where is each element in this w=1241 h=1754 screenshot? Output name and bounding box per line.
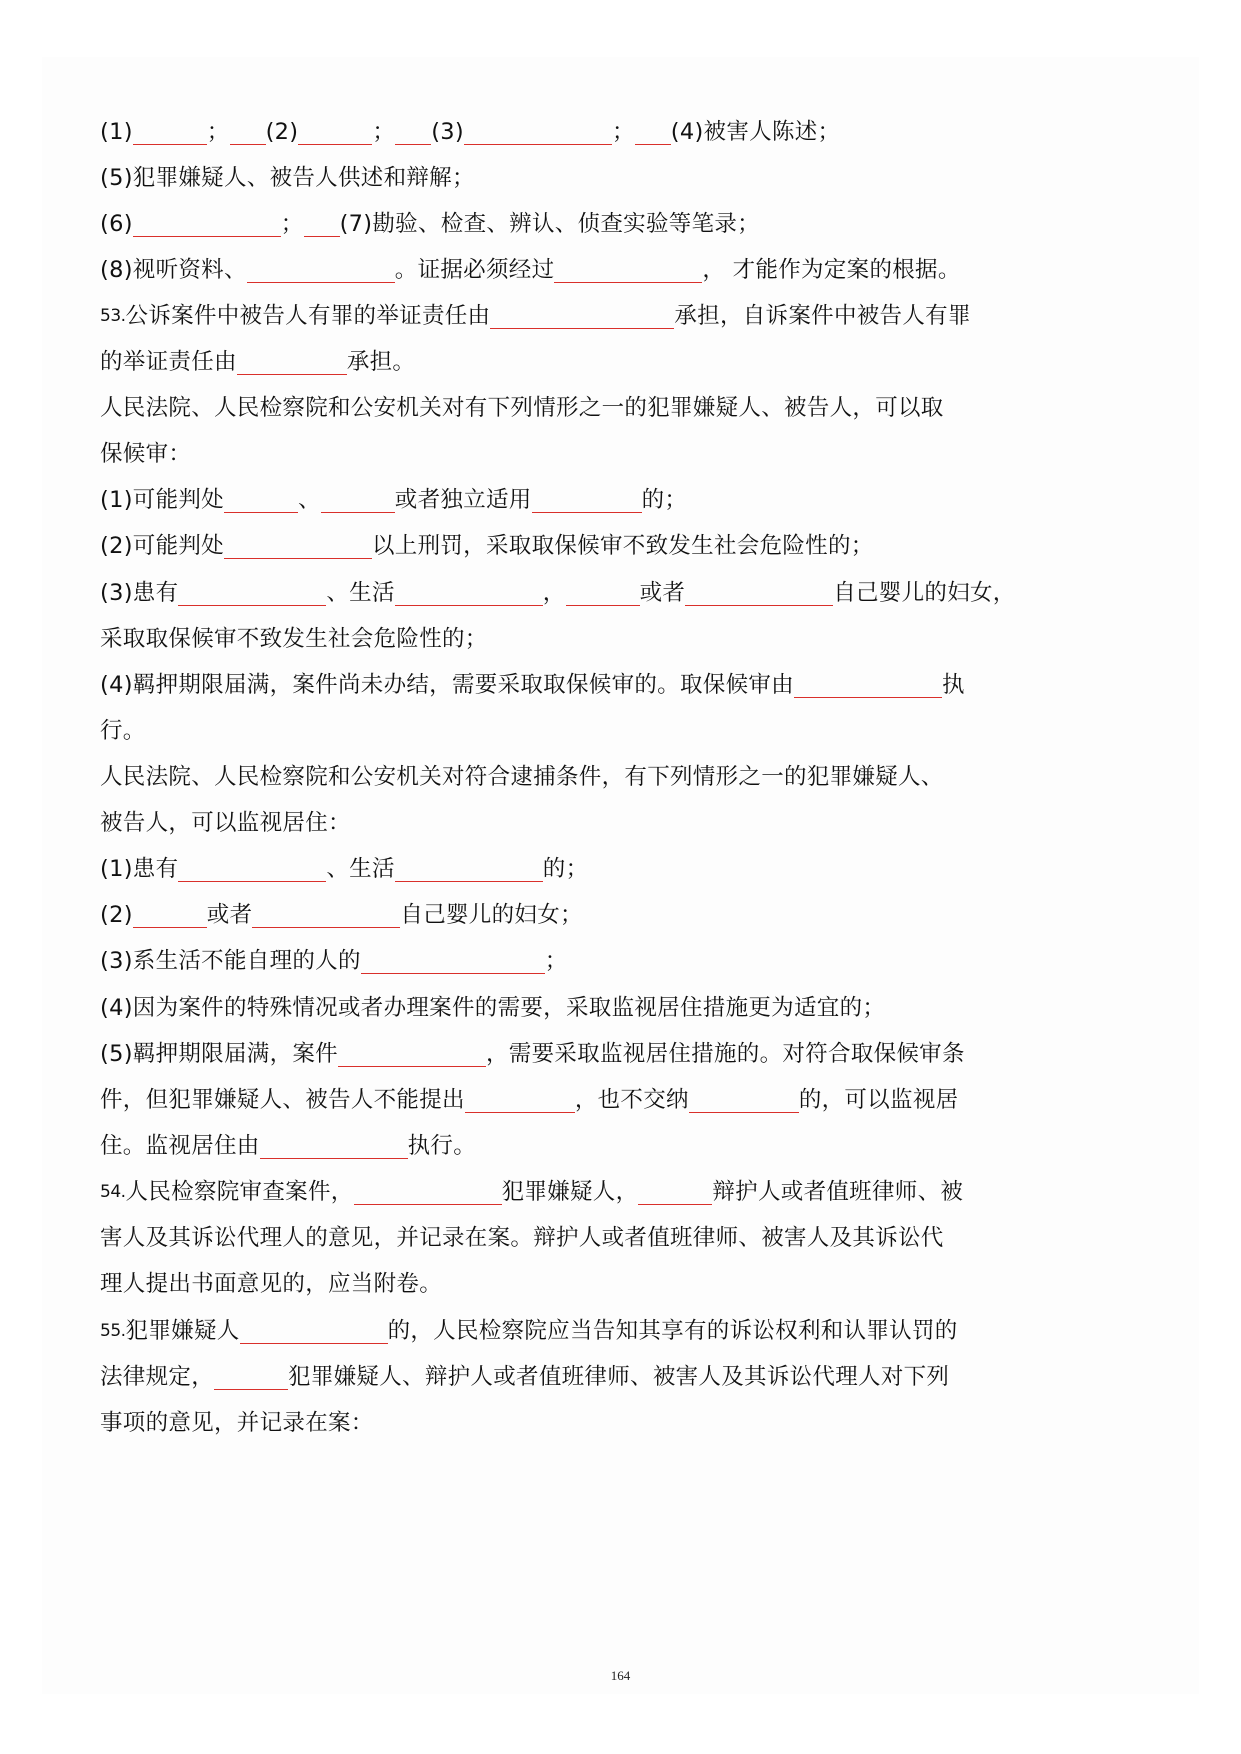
fill-in-blank[interactable] — [133, 212, 281, 237]
fill-in-blank[interactable] — [178, 581, 326, 606]
text-segment: (1) — [100, 119, 133, 145]
text-segment: 承担，自诉案件中被告人有罪 — [674, 303, 971, 329]
question-number: 55. — [100, 1321, 126, 1341]
text-segment: 、 — [297, 487, 321, 513]
text-segment: 自己婴儿的妇女， — [833, 580, 1016, 606]
fill-in-blank[interactable] — [321, 488, 395, 513]
text-line — [100, 485, 687, 515]
text-line — [100, 624, 488, 654]
text-segment: ； — [372, 119, 396, 145]
fill-in-blank[interactable] — [794, 673, 942, 698]
text-segment: 法律规定， — [100, 1364, 215, 1390]
question-number: 53. — [100, 306, 126, 326]
text-segment: (8)视听资料、 — [100, 257, 247, 283]
text-line — [100, 301, 971, 331]
fill-in-blank[interactable] — [214, 1365, 288, 1390]
fill-in-blank[interactable] — [490, 304, 674, 329]
text-line — [100, 854, 588, 884]
fill-in-blank[interactable] — [338, 1042, 486, 1067]
fill-in-blank[interactable] — [554, 258, 702, 283]
text-segment: 件，但犯罪嫌疑人、被告人不能提出 — [100, 1087, 465, 1113]
fill-in-blank[interactable] — [252, 903, 400, 928]
text-line — [100, 347, 415, 377]
text-segment: 犯罪嫌疑人， — [501, 1179, 639, 1205]
fill-in-blank[interactable] — [133, 120, 207, 145]
text-segment: 以上刑罚，采取取保候审不致发生社会危险性的； — [371, 533, 874, 559]
text-line — [100, 163, 475, 193]
text-segment: 或者 — [639, 580, 686, 606]
fill-in-blank[interactable] — [638, 1180, 712, 1205]
text-line — [100, 993, 885, 1023]
fill-in-blank[interactable] — [260, 1134, 408, 1159]
text-segment: (1)可能判处 — [100, 487, 224, 513]
text-segment: ； — [611, 119, 635, 145]
fill-in-blank[interactable] — [247, 258, 395, 283]
text-segment: 采取取保候审不致发生社会危险性的； — [100, 626, 488, 652]
text-segment: 行。 — [100, 718, 146, 744]
text-line — [100, 1085, 958, 1115]
text-segment: 承担。 — [346, 349, 416, 375]
text-segment: ， 才能作为定案的根据。 — [702, 257, 961, 283]
fill-in-blank[interactable] — [689, 1088, 799, 1113]
text-line — [100, 209, 760, 239]
text-segment: ， — [542, 580, 566, 606]
text-segment: 害人及其诉讼代理人的意见，并记录在案。辩护人或者值班律师、被害人及其诉讼代 — [100, 1225, 944, 1251]
text-segment: 的； — [542, 856, 589, 882]
text-segment: 、生活 — [326, 856, 395, 882]
text-segment: (2) — [265, 119, 299, 145]
fill-in-blank[interactable] — [464, 120, 612, 145]
text-segment: (4)被害人陈述； — [670, 119, 841, 145]
text-line — [100, 1223, 944, 1253]
text-line — [100, 578, 1016, 608]
text-line — [100, 393, 944, 423]
text-segment: 犯罪嫌疑人、辩护人或者值班律师、被害人及其诉讼代理人对下列 — [288, 1364, 950, 1390]
fill-in-blank[interactable] — [224, 534, 372, 559]
fill-in-blank[interactable] — [465, 1088, 575, 1113]
text-line — [100, 1408, 374, 1438]
page-number: 164 — [610, 1668, 631, 1683]
text-segment: 或者 — [206, 902, 253, 928]
text-segment: (2) — [100, 902, 133, 928]
text-segment: (3) — [431, 119, 464, 145]
text-line — [100, 716, 146, 746]
text-line — [100, 1177, 963, 1207]
text-line — [100, 439, 191, 469]
text-segment: 执 — [941, 672, 965, 698]
text-segment: 人民法院、人民检察院和公安机关对符合逮捕条件，有下列情形之一的犯罪嫌疑人、 — [100, 764, 944, 790]
fill-in-blank[interactable] — [685, 581, 833, 606]
fill-in-blank[interactable] — [635, 120, 671, 145]
text-segment: 保候审： — [100, 441, 192, 467]
text-line — [100, 762, 944, 792]
fill-in-blank[interactable] — [304, 212, 340, 237]
text-segment: 公诉案件中被告人有罪的举证责任由 — [125, 303, 491, 329]
fill-in-blank[interactable] — [361, 949, 545, 974]
text-segment: 的； — [641, 487, 688, 513]
text-segment: (2)可能判处 — [100, 533, 224, 559]
text-segment: 或者独立适用 — [394, 487, 532, 513]
text-segment: (3)系生活不能自理的人的 — [100, 948, 361, 974]
text-segment: 。证据必须经过 — [394, 257, 555, 283]
text-segment: 自己婴儿的妇女； — [400, 902, 583, 928]
fill-in-blank[interactable] — [224, 488, 298, 513]
text-segment: 执行。 — [407, 1133, 477, 1159]
text-segment: (5)羁押期限届满，案件 — [100, 1041, 338, 1067]
text-line — [100, 946, 568, 976]
text-segment: 犯罪嫌疑人 — [125, 1318, 240, 1344]
question-number: 54. — [100, 1182, 126, 1202]
text-segment: 的，可以监视居 — [798, 1087, 959, 1113]
fill-in-blank[interactable] — [178, 857, 326, 882]
fill-in-blank[interactable] — [566, 581, 640, 606]
text-line — [100, 1131, 476, 1161]
text-segment: ； — [544, 948, 568, 974]
text-segment: ，也不交纳 — [574, 1087, 689, 1113]
fill-in-blank[interactable] — [298, 120, 372, 145]
text-segment: ； — [280, 211, 304, 237]
fill-in-blank[interactable] — [133, 903, 207, 928]
fill-in-blank[interactable] — [395, 857, 543, 882]
text-segment: 的举证责任由 — [100, 349, 237, 375]
text-segment: (3)患有 — [100, 580, 179, 606]
text-segment: (6) — [100, 211, 133, 237]
fill-in-blank[interactable] — [240, 1319, 388, 1344]
text-line — [100, 1316, 958, 1346]
text-segment: (5)犯罪嫌疑人、被告人供述和辩解； — [100, 165, 475, 191]
fill-in-blank[interactable] — [395, 581, 543, 606]
text-segment: ，需要采取监视居住措施的。对符合取保候审条 — [485, 1041, 965, 1067]
fill-in-blank[interactable] — [230, 120, 266, 145]
text-line — [100, 900, 583, 930]
fill-in-blank[interactable] — [395, 120, 431, 145]
text-line — [100, 670, 965, 700]
text-segment: 被告人，可以监视居住： — [100, 810, 351, 836]
text-line — [100, 1362, 949, 1392]
text-segment: 、生活 — [326, 580, 395, 606]
text-line — [100, 1269, 442, 1299]
text-segment: 的，人民检察院应当告知其享有的诉讼权利和认罪认罚的 — [387, 1318, 958, 1344]
text-line — [100, 531, 874, 561]
text-segment: ； — [206, 119, 230, 145]
text-line — [100, 255, 961, 285]
fill-in-blank[interactable] — [237, 350, 347, 375]
text-segment: (1)患有 — [100, 856, 179, 882]
text-segment: 事项的意见，并记录在案： — [100, 1410, 374, 1436]
text-segment: 人民法院、人民检察院和公安机关对有下列情形之一的犯罪嫌疑人、被告人，可以取 — [100, 395, 944, 421]
fill-in-blank[interactable] — [354, 1180, 502, 1205]
text-line — [100, 117, 840, 147]
text-line — [100, 808, 351, 838]
text-line — [100, 1039, 965, 1069]
text-segment: 理人提出书面意见的，应当附卷。 — [100, 1271, 443, 1297]
text-segment: 住。监视居住由 — [100, 1133, 260, 1159]
text-segment: 人民检察院审查案件， — [125, 1179, 354, 1205]
fill-in-blank[interactable] — [532, 488, 642, 513]
text-segment: (4)因为案件的特殊情况或者办理案件的需要，采取监视居住措施更为适宜的； — [100, 995, 886, 1021]
text-segment: 辩护人或者值班律师、被 — [712, 1179, 964, 1205]
text-segment: (4)羁押期限届满，案件尚未办结，需要采取取保候审的。取保候审由 — [100, 672, 794, 698]
text-segment: (7)勘验、检查、辨认、侦查实验等笔录； — [339, 211, 760, 237]
